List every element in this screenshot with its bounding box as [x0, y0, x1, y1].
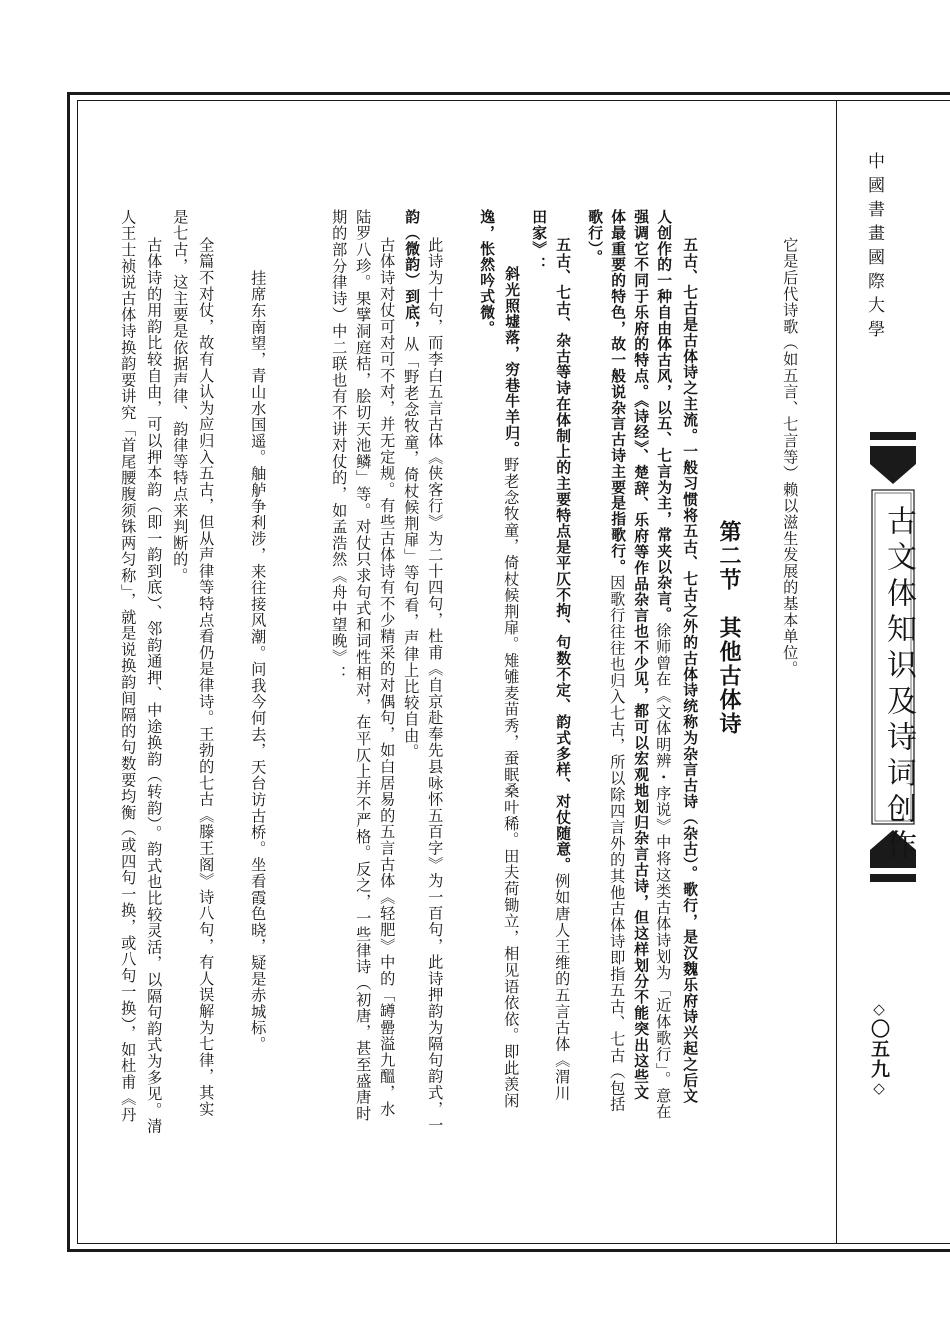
text-run: 全篇不对仗，故有人认为应归入五古，但从声律等特点看仍是律诗。王勃的七古《滕王阁》诗八句，有人误解为七律，其实	[197, 237, 216, 1118]
text-run: 徐师曾在《文体明辨・序说》中将这类古体诗划为「近体歌行」。意在	[654, 622, 673, 1121]
text-run: 体最重要的特色，故一般说杂言古诗主要是指歌行。	[609, 209, 627, 575]
text-column	[608, 209, 627, 1113]
text-run: 从「野老念牧童，倚杖候荆扉」等句看，声律上比较自由。	[402, 336, 421, 761]
diamond-icon: ◇	[870, 1079, 888, 1098]
text-column	[632, 209, 650, 1101]
text-run: 五古、七古是古体诗之主流。一般习惯将五古、七古之外的古体诗统称为杂言古诗（杂古）。歌行，是汉魏乐府诗兴起之后文	[681, 237, 699, 1105]
text-column	[119, 209, 138, 1123]
text-run: 挂席东南望，青山水国遥。舳舻争利涉，来往接风潮。问我今何去，天台访古桥。坐看霞色晓，疑是赤城标。	[249, 270, 268, 1053]
diamond-icon: ◇	[870, 1000, 888, 1019]
text-run: 斜光照墟落，穷巷牛羊归。	[503, 266, 521, 457]
text-column	[781, 237, 800, 678]
text-column	[197, 237, 216, 1118]
page-number	[866, 1000, 893, 1098]
text-run: 逸，怅然吟式微。	[478, 209, 496, 337]
text-column	[502, 266, 521, 1109]
text-column	[478, 209, 496, 337]
page-number-text: 〇五九	[868, 1019, 890, 1079]
text-column	[354, 209, 373, 1122]
text-run: 人创作的一种自由体古风，以五、七言为主，常夹以杂言。	[655, 209, 673, 623]
text-column	[654, 209, 673, 1121]
text-column	[171, 209, 190, 584]
text-run: 野老念牧童，倚杖候荆扉。雉雊麦苗秀，蚕眠桑叶稀。田夫荷锄立，相见语依依。即此羡闲	[502, 456, 521, 1109]
text-run: 陆罗八珍。果擘洞庭桔，脍切天池鳞」等。对仗只求句式和词性相对，在平仄上并不严格。反之，一些律诗（初唐，甚至盛唐时	[354, 209, 373, 1122]
section-title: 第二节 其他古体诗	[716, 520, 741, 736]
text-run: 韵（微韵）到底，	[403, 209, 421, 337]
text-run: 是七古，这主要是依据声律、韵律等特点来判断的。	[171, 209, 190, 584]
text-column	[426, 237, 445, 1134]
text-run: 因歌行往往也归入七古，所以除四言外的其他古体诗即指五古、七古（包括	[608, 574, 627, 1113]
text-run: 它是后代诗歌（如五言、七言等）赖以滋生发展的基本单位。	[781, 237, 800, 678]
book-title: 古文体知识及诗词创作	[881, 505, 916, 865]
text-column	[586, 209, 604, 266]
text-run: 此诗为十句，而李白五言古体《侠客行》为二十四句，杜甫《自京赴奉先县咏怀五百字》为一百句，此诗押韵为隔句韵式，一	[426, 237, 445, 1134]
text-column	[530, 209, 548, 273]
text-run: 例如唐人王维的五言古体《渭川	[553, 873, 572, 1102]
text-column	[378, 237, 397, 1118]
text-run: 田家》：	[530, 209, 548, 273]
text-run: 古体诗的用韵比较自由，可以押本韵（即一韵到底）、邻韵通押、中途换韵（转韵）。韵式也比较灵活，以隔句韵式为多见。清	[145, 237, 164, 1135]
text-column	[249, 270, 268, 1053]
text-column	[402, 209, 421, 761]
header-divider	[836, 101, 837, 1243]
text-column	[330, 209, 349, 682]
text-column	[553, 237, 572, 1102]
text-run: 古体诗对仗可对可不对，并无定规。有些古体诗有不少精采的对偶句，如白居易的五言古体《轻肥》中的「罇罍溢九醞，水	[378, 237, 397, 1118]
text-run: 五古、七古、杂古等诗在体制上的主要特点是平仄不拘、句数不定、韵式多样、对仗随意。	[554, 237, 572, 873]
text-run: 强调它不同于乐府的特点。《诗经》、楚辞、乐府等作品杂言也不少见，都可以宏观地划归杂言古诗，但这样划分不能突出这些文	[632, 209, 650, 1101]
text-column	[681, 237, 699, 1105]
publisher-name: 中國書畫國際大學	[864, 152, 884, 344]
text-column	[145, 237, 164, 1135]
text-run: 人王士祯说古体诗换韵要讲究「首尾腰腹须铢两匀称」，就是说换韵间隔的句数要均衡（或四句一换，或八句一换），如杜甫《丹	[119, 209, 138, 1123]
text-run: 期的部分律诗）中二联也有不讲对仗的，如孟浩然《舟中望晚》：	[330, 209, 349, 682]
text-run: 歌行）。	[586, 209, 604, 266]
